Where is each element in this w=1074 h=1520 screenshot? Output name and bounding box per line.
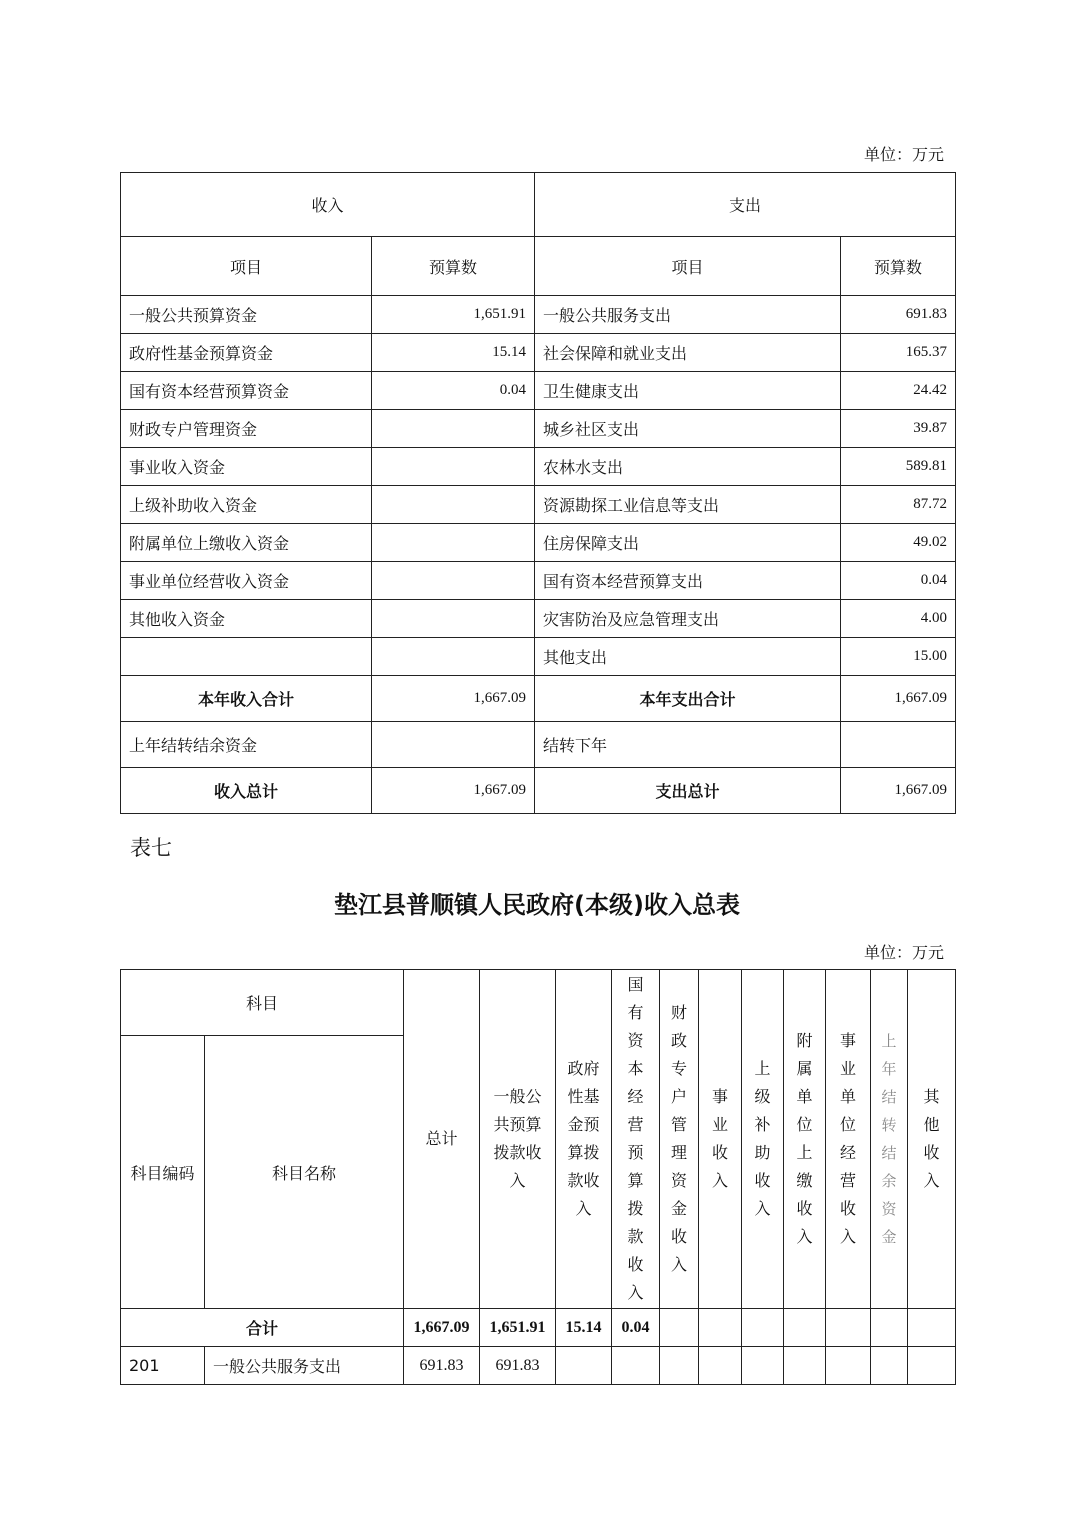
income-item-name: 附属单位上缴收入资金: [121, 524, 372, 562]
expense-item-name: 一般公共服务支出: [535, 296, 841, 334]
table-row: [121, 638, 956, 676]
empty-cell: [826, 1347, 871, 1385]
expense-total-label: 支出总计: [535, 768, 841, 814]
expense-item-name: 农林水支出: [535, 448, 841, 486]
total-header: 总计: [404, 970, 480, 1309]
year-expense-total-label: 本年支出合计: [535, 676, 841, 722]
expense-total-value: 1,667.09: [841, 768, 956, 814]
expense-item-name: 城乡社区支出: [535, 410, 841, 448]
income-item-value: [372, 638, 535, 676]
income-total-label: 收入总计: [121, 768, 372, 814]
fund-header: 政府性基金预算拨款收入: [556, 970, 612, 1309]
carry-out-label: 结转下年: [535, 722, 841, 768]
unit-label-1: 单位：万元: [863, 145, 944, 164]
empty-cell: [699, 1347, 742, 1385]
year-income-total-value: 1,667.09: [372, 676, 535, 722]
sum-affiliated: [784, 1309, 826, 1347]
expense-item-name: 社会保障和就业支出: [535, 334, 841, 372]
income-item-name: 财政专户管理资金: [121, 410, 372, 448]
expense-item-name: 灾害防治及应急管理支出: [535, 600, 841, 638]
sum-label: 合计: [121, 1309, 404, 1347]
income-total-value: 1,667.09: [372, 768, 535, 814]
general-header: 一般公共预算拨款收入: [480, 970, 556, 1309]
expense-item-value: 49.02: [841, 524, 956, 562]
superior-header: 上级补助收入: [742, 970, 784, 1309]
table-row: [121, 486, 956, 524]
income-item-value: [372, 600, 535, 638]
income-item-name: 一般公共预算资金: [121, 296, 372, 334]
expense-item-name: 卫生健康支出: [535, 372, 841, 410]
carry-in-label: 上年结转结余资金: [121, 722, 372, 768]
table-row: [121, 296, 956, 334]
expense-item-value: 589.81: [841, 448, 956, 486]
expense-item-value: 4.00: [841, 600, 956, 638]
name-header: 科目名称: [205, 1036, 404, 1309]
expense-item-value: 87.72: [841, 486, 956, 524]
code-header: 科目编码: [121, 1036, 205, 1309]
subject-code: 201: [121, 1347, 205, 1385]
empty-cell: [742, 1347, 784, 1385]
table-row: [121, 410, 956, 448]
row-general: 691.83: [480, 1347, 556, 1385]
empty-cell: [871, 1347, 908, 1385]
income-item-value: [372, 486, 535, 524]
subject-name: 一般公共服务支出: [205, 1347, 404, 1385]
empty-cell: [612, 1347, 660, 1385]
expense-item-value: 165.37: [841, 334, 956, 372]
table-seven-title: 垫江县普顺镇人民政府(本级)收入总表: [334, 891, 740, 919]
sum-fund: 15.14: [556, 1309, 612, 1347]
subject-header: 科目: [121, 970, 404, 1036]
table-row: [121, 1347, 956, 1385]
income-item-name: 国有资本经营预算资金: [121, 372, 372, 410]
income-item-value: [372, 562, 535, 600]
expense-item-value: 0.04: [841, 562, 956, 600]
table-seven-label: 表七: [130, 836, 172, 860]
income-item-header: 项目: [121, 237, 372, 296]
carry-in-value: [372, 722, 535, 768]
sum-carry: [871, 1309, 908, 1347]
expense-header: 支出: [535, 173, 956, 237]
expense-item-name: 国有资本经营预算支出: [535, 562, 841, 600]
operating-header: 事业单位经营收入: [826, 970, 871, 1309]
empty-cell: [660, 1347, 699, 1385]
income-item-name: 上级补助收入资金: [121, 486, 372, 524]
income-item-value: [372, 410, 535, 448]
empty-cell: [908, 1347, 956, 1385]
income-summary-table: [120, 969, 956, 1385]
income-item-value: 1,651.91: [372, 296, 535, 334]
income-budget-header: 预算数: [372, 237, 535, 296]
table-row: [121, 372, 956, 410]
year-expense-total-value: 1,667.09: [841, 676, 956, 722]
sum-general: 1,651.91: [480, 1309, 556, 1347]
row-total: 691.83: [404, 1347, 480, 1385]
carry-header: 上年结转结余资金: [871, 970, 908, 1309]
table-row: [121, 562, 956, 600]
income-item-name: [121, 638, 372, 676]
expense-item-value: 691.83: [841, 296, 956, 334]
table-row: [121, 334, 956, 372]
affiliated-header: 附属单位上缴收入: [784, 970, 826, 1309]
state-header: 国有资本经营预算拨款收入: [612, 970, 660, 1309]
expense-item-value: 24.42: [841, 372, 956, 410]
expense-item-name: 住房保障支出: [535, 524, 841, 562]
year-income-total-label: 本年收入合计: [121, 676, 372, 722]
income-item-name: 事业单位经营收入资金: [121, 562, 372, 600]
income-item-name: 其他收入资金: [121, 600, 372, 638]
table-row: [121, 600, 956, 638]
sum-superior: [742, 1309, 784, 1347]
income-item-value: [372, 524, 535, 562]
income-item-value: [372, 448, 535, 486]
expense-item-value: 15.00: [841, 638, 956, 676]
income-item-value: 15.14: [372, 334, 535, 372]
sum-other: [908, 1309, 956, 1347]
income-header: 收入: [121, 173, 535, 237]
income-item-value: 0.04: [372, 372, 535, 410]
income-item-name: 政府性基金预算资金: [121, 334, 372, 372]
sum-total: 1,667.09: [404, 1309, 480, 1347]
empty-cell: [556, 1347, 612, 1385]
table-row: [121, 448, 956, 486]
expense-item-value: 39.87: [841, 410, 956, 448]
sum-special: [660, 1309, 699, 1347]
table-row: [121, 524, 956, 562]
expense-budget-header: 预算数: [841, 237, 956, 296]
expense-item-header: 项目: [535, 237, 841, 296]
sum-operating: [826, 1309, 871, 1347]
business-header: 事业收入: [699, 970, 742, 1309]
empty-cell: [784, 1347, 826, 1385]
special-header: 财政专户管理资金收入: [660, 970, 699, 1309]
other-header: 其他收入: [908, 970, 956, 1309]
sum-state: 0.04: [612, 1309, 660, 1347]
income-expense-table: [120, 172, 956, 814]
sum-business: [699, 1309, 742, 1347]
income-item-name: 事业收入资金: [121, 448, 372, 486]
expense-item-name: 其他支出: [535, 638, 841, 676]
carry-out-value: [841, 722, 956, 768]
expense-item-name: 资源勘探工业信息等支出: [535, 486, 841, 524]
unit-label-2: 单位：万元: [863, 943, 944, 962]
